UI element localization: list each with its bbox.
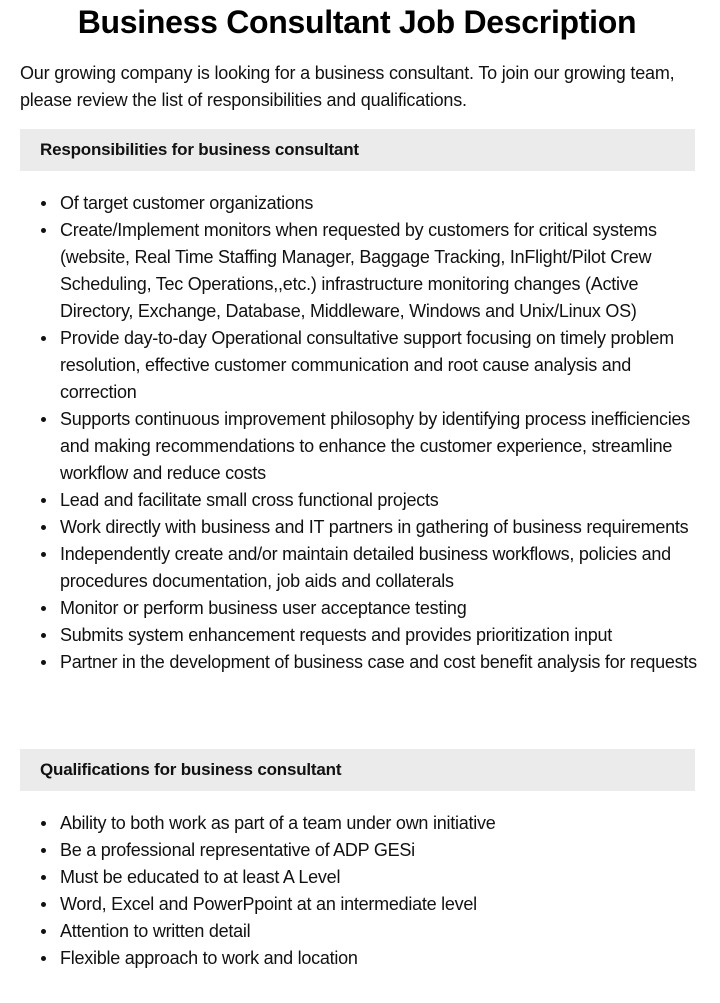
list-item xyxy=(20,864,710,891)
list-item-text: Flexible approach to work and location xyxy=(60,948,358,968)
intro-paragraph: Our growing company is looking for a business consultant. To join our growing team, please review the list of responsibilities and qualifications. xyxy=(20,63,675,110)
page-title: Business Consultant Job Description xyxy=(77,4,637,40)
list-item-text: Word, Excel and PowerPpoint at an intermediate level xyxy=(60,894,477,914)
list-item-text: Independently create and/or maintain detailed business workflows, policies and procedures documentation, job aids and collaterals xyxy=(60,544,671,591)
bullet-icon xyxy=(41,552,46,557)
list-item xyxy=(20,325,710,406)
list-item xyxy=(20,837,710,864)
list-item-text: Be a professional representative of ADP GESi xyxy=(60,840,415,860)
list-item xyxy=(20,945,710,972)
bullet-icon xyxy=(41,201,46,206)
bullet-icon xyxy=(41,525,46,530)
list-item xyxy=(20,649,710,676)
list-item xyxy=(20,891,710,918)
list-item-text: Monitor or perform business user acceptance testing xyxy=(60,598,467,618)
list-item-text: Partner in the development of business case and cost benefit analysis for requests xyxy=(60,652,697,672)
bullet-icon xyxy=(41,875,46,880)
list-item-text: Ability to both work as part of a team under own initiative xyxy=(60,813,496,833)
bullet-icon xyxy=(41,336,46,341)
list-item-text: Supports continuous improvement philosophy by identifying process inefficiencies and making recommendations to enhance the customer experience, streamline workflow and reduce costs xyxy=(60,409,691,483)
list-item xyxy=(20,541,710,595)
bullet-icon xyxy=(41,821,46,826)
list-item xyxy=(20,190,710,217)
list-item xyxy=(20,217,710,325)
list-item xyxy=(20,406,710,487)
list-item-text: Submits system enhancement requests and provides prioritization input xyxy=(60,625,613,645)
qualifications-header: Qualifications for business consultant xyxy=(20,749,695,791)
bullet-icon xyxy=(41,660,46,665)
list-item xyxy=(20,622,710,649)
bullet-icon xyxy=(41,417,46,422)
list-item xyxy=(20,918,710,945)
qualifications-list xyxy=(20,810,710,972)
bullet-icon xyxy=(41,848,46,853)
bullet-icon xyxy=(41,633,46,638)
bullet-icon xyxy=(41,929,46,934)
list-item-text: Lead and facilitate small cross functional projects xyxy=(60,490,439,510)
responsibilities-header: Responsibilities for business consultant xyxy=(20,129,695,171)
list-item-text: Work directly with business and IT partners in gathering of business requirements xyxy=(60,517,689,537)
bullet-icon xyxy=(41,228,46,233)
list-item xyxy=(20,514,710,541)
list-item-text: Of target customer organizations xyxy=(60,193,314,213)
list-item xyxy=(20,487,710,514)
responsibilities-list xyxy=(20,190,710,676)
list-item-text: Must be educated to at least A Level xyxy=(60,867,341,887)
list-item-text: Provide day-to-day Operational consultative support focusing on timely problem resolution, effective customer communication and root cause analysis and correction xyxy=(60,328,674,402)
list-item xyxy=(20,595,710,622)
bullet-icon xyxy=(41,498,46,503)
bullet-icon xyxy=(41,956,46,961)
list-item-text: Attention to written detail xyxy=(60,921,251,941)
list-item xyxy=(20,810,710,837)
bullet-icon xyxy=(41,606,46,611)
list-item-text: Create/Implement monitors when requested by customers for critical systems (website, Real Time Staffing Manager, Baggage Tracking, InFlight/Pilot Crew Scheduling, Tec Operations,,etc.) infrastructure monitoring changes (Active Directory, Exchange, Database, Middleware, Windows and Unix/Linux OS) xyxy=(60,220,657,321)
bullet-icon xyxy=(41,902,46,907)
